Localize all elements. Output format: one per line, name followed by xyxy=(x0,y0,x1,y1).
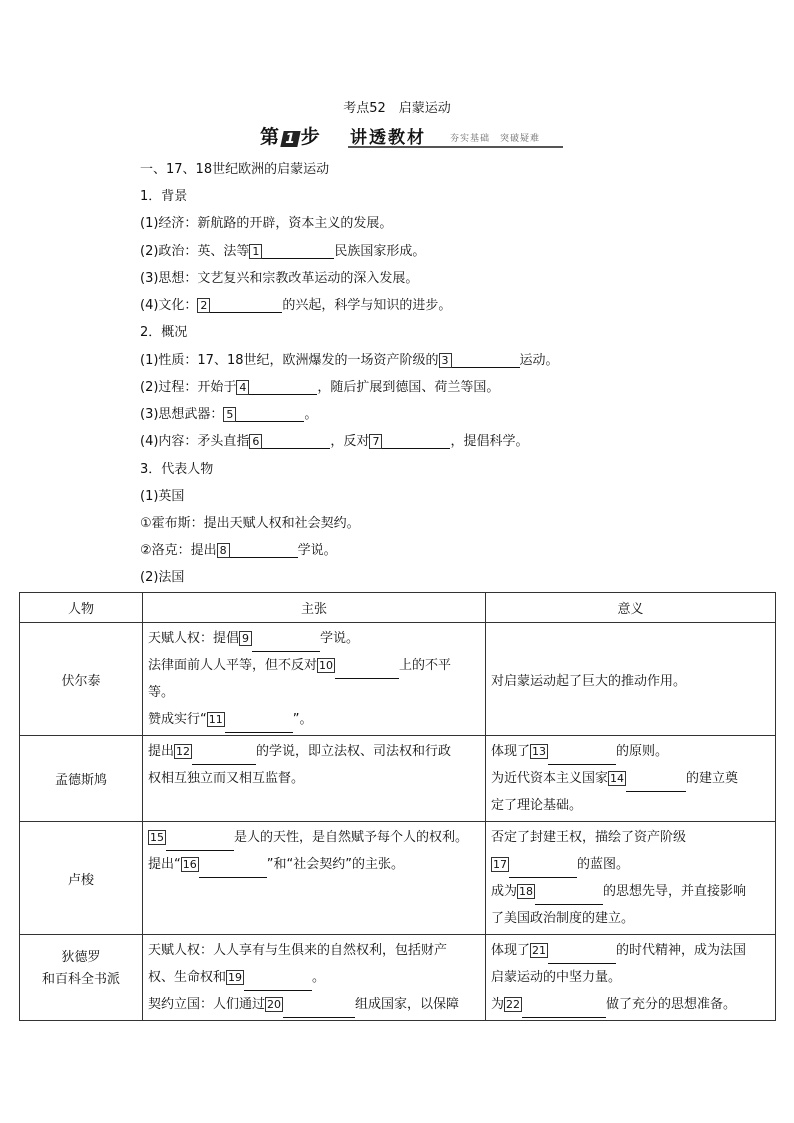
blank-number: 1 xyxy=(249,244,262,259)
section-heading: 一、17、18世纪欧洲的启蒙运动 xyxy=(140,162,330,177)
text-segment: 学说。 xyxy=(297,543,337,558)
text-segment: (2)过程：开始于 xyxy=(140,380,237,395)
fill-blank[interactable] xyxy=(230,544,298,558)
text-segment xyxy=(148,706,480,733)
text-segment xyxy=(491,937,770,964)
text-segment: 启蒙运动的中坚力量。 xyxy=(491,970,622,985)
text-segment: 天赋人权：提倡 xyxy=(148,631,240,646)
text-segment: 1 xyxy=(280,131,300,147)
people-hobbes: ①霍布斯：提出天赋人权和社会契约。 xyxy=(140,516,360,531)
blank-number: 21 xyxy=(532,944,547,957)
person-name: 孟德斯鸠 xyxy=(20,736,143,822)
fill-blank[interactable] xyxy=(236,408,304,422)
blank-number: 15 xyxy=(150,831,164,844)
text-segment: (3)思想武器： xyxy=(140,407,224,422)
blank-number: 19 xyxy=(228,971,243,984)
blank-number: 10 xyxy=(319,659,334,672)
bg-line-4 xyxy=(140,294,451,313)
text-segment: ”。 xyxy=(292,712,313,727)
text-segment: (1)性质：17、18世纪，欧洲爆发的一场资产阶级的 xyxy=(140,353,439,368)
text-segment: 体现了 xyxy=(491,744,531,759)
text-segment: 成为 xyxy=(491,884,518,899)
person-name: 卢梭 xyxy=(20,822,143,935)
text-segment: 。 xyxy=(304,407,318,422)
text-segment: 等。 xyxy=(148,685,175,700)
blank-number: 7 xyxy=(369,434,382,449)
fill-blank[interactable] xyxy=(548,751,616,765)
text-segment: 民族国家形成。 xyxy=(334,244,426,259)
bg-line-2 xyxy=(140,240,425,259)
table-row xyxy=(20,822,776,935)
blank-number: 2 xyxy=(197,298,210,313)
text-segment xyxy=(491,738,770,765)
fill-blank[interactable] xyxy=(225,719,293,733)
text-segment xyxy=(491,765,770,792)
text-segment: 法律面前人人平等，但不反对 xyxy=(148,658,318,673)
header-significance: 意义 xyxy=(486,593,776,623)
text-segment: ，反对 xyxy=(330,434,370,449)
blank-number: 16 xyxy=(182,858,197,871)
text-segment: 狄德罗 xyxy=(61,950,101,965)
text-segment: 步 xyxy=(300,126,321,148)
blank-number: 14 xyxy=(610,772,625,785)
text-segment: 提出“ xyxy=(148,857,181,872)
text-segment: 权、生命权和 xyxy=(148,970,227,985)
text-segment: 的蓝图。 xyxy=(577,857,630,872)
text-segment: 权相互独立而又相互监督。 xyxy=(148,771,305,786)
fill-blank[interactable] xyxy=(382,435,450,449)
text-segment xyxy=(148,824,480,851)
text-segment: 提出 xyxy=(148,744,175,759)
header-claim: 主张 xyxy=(143,593,486,623)
significance-cell xyxy=(486,822,776,935)
text-segment: 是人的天性，是自然赋予每个人的权利。 xyxy=(234,830,469,845)
text-segment xyxy=(148,738,480,765)
text-segment: 为 xyxy=(491,997,505,1012)
text-segment: ②洛克：提出 xyxy=(140,543,217,558)
fill-blank[interactable] xyxy=(249,381,317,395)
people-locke xyxy=(140,539,337,558)
banner-step xyxy=(260,122,321,149)
fill-blank[interactable] xyxy=(166,837,234,851)
page-title: 考点52 启蒙运动 xyxy=(343,101,451,116)
fill-blank[interactable] xyxy=(548,950,616,964)
bg-heading: 1．背景 xyxy=(140,189,188,204)
fill-blank[interactable] xyxy=(335,665,399,679)
blank-number: 4 xyxy=(236,380,249,395)
text-segment: 和百科全书派 xyxy=(41,972,120,987)
overview-line-3 xyxy=(140,403,317,422)
blank-number: 17 xyxy=(493,858,507,871)
text-segment: 了美国政治制度的建立。 xyxy=(491,911,635,926)
blank-number: 11 xyxy=(208,713,223,726)
text-segment xyxy=(491,878,770,905)
table-row xyxy=(20,736,776,822)
text-segment xyxy=(148,964,480,991)
blank-number: 9 xyxy=(239,631,252,646)
france-table xyxy=(19,592,776,1021)
text-segment: 体现了 xyxy=(491,943,531,958)
text-segment: 组成国家，以保障 xyxy=(355,997,460,1012)
person-name: 伏尔泰 xyxy=(20,623,143,736)
people-heading: 3．代表人物 xyxy=(140,462,214,477)
text-segment: 学说。 xyxy=(320,631,360,646)
claim-cell xyxy=(143,822,486,935)
text-segment: (4)内容：矛头直指 xyxy=(140,434,250,449)
blank-number: 6 xyxy=(249,434,262,449)
text-segment: 的原则。 xyxy=(616,744,669,759)
fill-blank[interactable] xyxy=(244,977,312,991)
bg-line-1: (1)经济：新航路的开辟，资本主义的发展。 xyxy=(140,216,393,231)
header-person: 人物 xyxy=(20,593,143,623)
text-segment: 否定了封建王权，描绘了资产阶级 xyxy=(491,830,687,845)
text-segment: 为近代资本主义国家 xyxy=(491,771,609,786)
overview-line-4 xyxy=(140,430,528,449)
text-segment: 做了充分的思想准备。 xyxy=(606,997,737,1012)
overview-line-2 xyxy=(140,376,499,395)
blank-number: 12 xyxy=(176,745,191,758)
fill-blank[interactable] xyxy=(452,354,520,368)
overview-line-1 xyxy=(140,349,559,368)
text-segment: 的建立奠 xyxy=(686,771,739,786)
blank-number: 22 xyxy=(506,998,521,1011)
text-segment xyxy=(148,991,480,1018)
text-segment: 契约立国：人们通过 xyxy=(148,997,266,1012)
banner-sub: 夯实基础 突破疑难 xyxy=(450,134,541,144)
text-segment: ，提倡科学。 xyxy=(450,434,529,449)
text-segment: (4)文化： xyxy=(140,298,198,313)
fill-blank[interactable] xyxy=(283,1004,355,1018)
text-segment: 上的不平 xyxy=(399,658,452,673)
blank-number: 8 xyxy=(217,543,230,558)
text-segment: ，随后扩展到德国、荷兰等国。 xyxy=(317,380,500,395)
fill-blank[interactable] xyxy=(535,891,603,905)
fill-blank[interactable] xyxy=(199,864,267,878)
fill-blank[interactable] xyxy=(262,245,334,259)
overview-heading: 2．概况 xyxy=(140,325,188,340)
text-segment: 运动。 xyxy=(519,353,559,368)
text-segment: 第 xyxy=(260,126,281,148)
table-row xyxy=(20,623,776,736)
fill-blank[interactable] xyxy=(509,864,577,878)
bg-line-3: (3)思想：文艺复兴和宗教改革运动的深入发展。 xyxy=(140,271,419,286)
text-segment: ”和“社会契约”的主张。 xyxy=(266,857,404,872)
text-segment: 的兴起，科学与知识的进步。 xyxy=(282,298,452,313)
people-uk: (1)英国 xyxy=(140,489,185,504)
claim-cell xyxy=(143,935,486,1021)
person-name xyxy=(20,935,143,1021)
blank-number: 13 xyxy=(532,745,547,758)
fill-blank[interactable] xyxy=(192,751,256,765)
text-segment xyxy=(148,625,480,652)
claim-cell xyxy=(143,736,486,822)
text-segment xyxy=(491,851,770,878)
banner-main: 讲透教材 xyxy=(350,128,426,148)
blank-number: 3 xyxy=(439,353,452,368)
table-row xyxy=(20,935,776,1021)
fill-blank[interactable] xyxy=(252,638,320,652)
section-banner xyxy=(258,122,563,148)
text-segment: 赞成实行“ xyxy=(148,712,207,727)
blank-number: 20 xyxy=(267,998,282,1011)
banner-rule xyxy=(348,146,563,148)
significance-cell xyxy=(486,935,776,1021)
text-segment: 定了理论基础。 xyxy=(491,798,583,813)
text-segment: 。 xyxy=(312,970,326,985)
significance-cell xyxy=(486,736,776,822)
fill-blank[interactable] xyxy=(262,435,330,449)
table-header-row xyxy=(20,593,776,623)
text-segment xyxy=(148,652,480,679)
text-segment xyxy=(148,851,480,878)
claim-cell xyxy=(143,623,486,736)
blank-number: 18 xyxy=(519,885,534,898)
significance-cell: 对启蒙运动起了巨大的推动作用。 xyxy=(486,623,776,736)
text-segment: 的时代精神，成为法国 xyxy=(616,943,747,958)
fill-blank[interactable] xyxy=(210,299,282,313)
text-segment: 的思想先导，并直接影响 xyxy=(603,884,747,899)
fill-blank[interactable] xyxy=(626,778,686,792)
text-segment: 的学说，即立法权、司法权和行政 xyxy=(256,744,452,759)
blank-number: 5 xyxy=(223,407,236,422)
text-segment: (2)政治：英、法等 xyxy=(140,244,250,259)
text-segment: 天赋人权：人人享有与生俱来的自然权利，包括财产 xyxy=(148,943,448,958)
people-fr: (2)法国 xyxy=(140,570,185,585)
text-segment xyxy=(491,991,770,1018)
fill-blank[interactable] xyxy=(522,1004,606,1018)
